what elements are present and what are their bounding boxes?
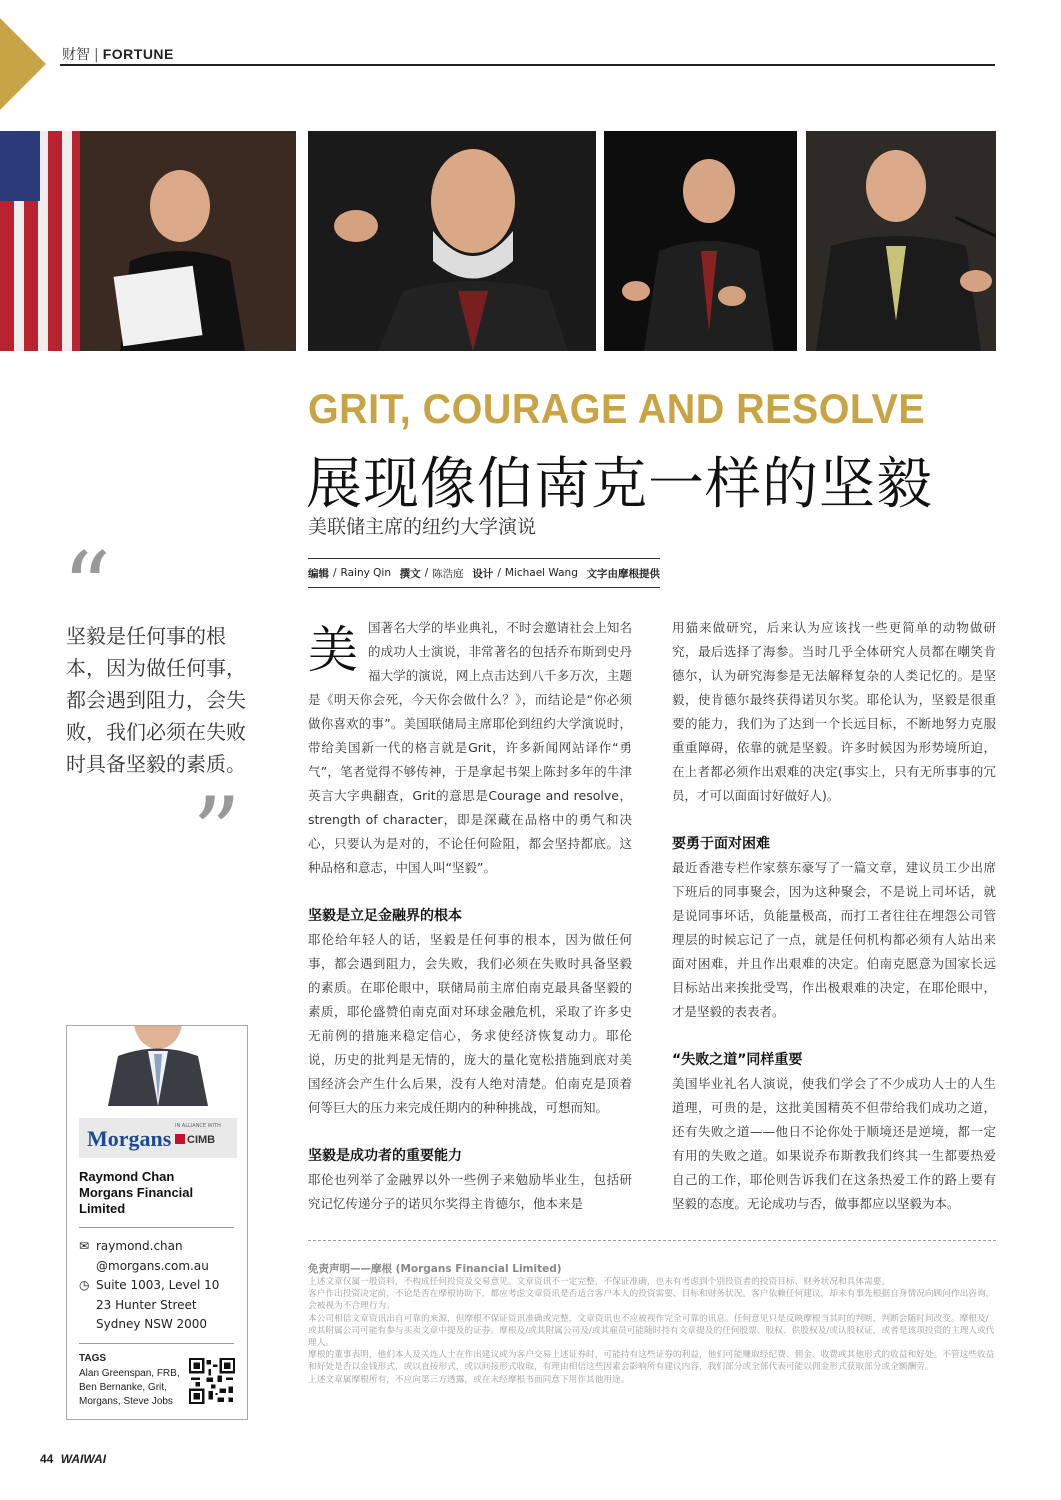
source-credit: 文字由摩根提供 — [586, 567, 660, 580]
morgans-logo — [79, 1118, 237, 1158]
pullquote-text: 坚毅是任何事的根本，因为做任何事，都会遇到阻力，会失败，我们必须在失败时具备坚毅的素质。 — [66, 624, 246, 776]
address-line-3: Sydney NSW 2000 — [96, 1317, 208, 1331]
disclaimer-title: 免责声明——摩根 (Morgans Financial Limited) — [308, 1263, 562, 1275]
tags-title: TAGS — [79, 1353, 107, 1364]
drop-cap: 美 — [308, 621, 358, 679]
author-contact — [79, 1237, 219, 1335]
writer-label: 撰文 — [399, 567, 421, 580]
section-marker — [0, 18, 46, 110]
close-quote-icon: ” — [192, 777, 242, 889]
section-label-en: FORTUNE — [102, 46, 174, 62]
author-box — [66, 1025, 248, 1420]
alliance-text: IN ALLIANCE WITH — [175, 1123, 221, 1129]
photo-4 — [806, 131, 996, 351]
paragraph-2: 耶伦也列举了金融界以外一些例子来勉励毕业生，包括研究记忆传递分子的诺贝尔奖得主肯德尔，他本来是 — [308, 1172, 632, 1211]
email-line-1[interactable]: raymond.chan — [96, 1239, 183, 1253]
design-name: Michael Wang — [504, 567, 578, 579]
article-column-1 — [308, 616, 632, 1216]
morgans-wordmark: Morgans — [87, 1126, 172, 1151]
author-name-line-1: Raymond Chan — [79, 1169, 175, 1184]
tags-divider — [79, 1343, 234, 1344]
disclaimer-line-1: 上述文章仅属一般资料，不构成任何投资及交易意见。文章资讯不一定完整，不保证准确，也未有考虑到个别投资者的投资目标、财务状况和具体需要。 — [308, 1277, 891, 1287]
subheading-2: 坚毅是成功者的重要能力 — [308, 1148, 462, 1164]
paragraph-3: 用猫来做研究，后来认为应该找一些更简单的动物做研究，最后选择了海参。当时几乎全体研究人员都在嘲笑肯德尔，认为研究海参是无法解释复杂的人类记忆的。是坚毅，使肯德尔最终获得诺贝尔奖。耶伦认为，坚毅是很重要的能力，我们为了达到一个长远目标，不断地努力克服重重障碍，依靠的就是坚毅。许多时候因为形势境所迫，在上者都必须作出艰难的决定(事实上，只有无所事事的冗员，才可以面面讨好做好人)。 — [672, 620, 996, 803]
headline-chinese: 展现像伯南克一样的坚毅 — [306, 452, 933, 517]
headline-english: GRIT, COURAGE AND RESOLVE — [308, 385, 926, 432]
paragraph-5: 美国毕业礼名人演说，使我们学会了不少成功人士的人生道理，可贵的是，这批美国精英不但带给我们成功之道，还有失败之道——他日不论你处于顺境还是逆境，都一定有用的失败之道。如果说乔布斯教我们终其一生都要热爱自己的工作，耶伦则告诉我们在这条热爱工作的路上要有坚毅的态度。无论成功与否，做事都应以坚毅为本。 — [672, 1076, 996, 1211]
address-line-1: Suite 1003, Level 10 — [96, 1278, 220, 1292]
paragraph-4: 最近香港专栏作家蔡东豪写了一篇文章，建议员工少出席下班后的同事聚会，因为这种聚会，不是说上司坏话，就是说同事坏话，负能量极高，而打工者往往在埋怨公司管理层的时候忘记了一点，就是任何机构都必须有人站出来面对困难，并且作出艰难的决定。伯南克愿意为国家长远目标站出来挨批受骂，作出极艰难的决定，在耶伦眼中，才是坚毅的表表者。 — [672, 860, 996, 1019]
section-label-cn: 财智 — [62, 47, 90, 63]
author-name — [79, 1169, 239, 1217]
section-separator: | — [94, 47, 99, 63]
author-name-line-2: Morgans Financial — [79, 1185, 194, 1200]
editor-name: Rainy Qin — [340, 567, 392, 579]
author-divider — [79, 1227, 234, 1228]
email-line-2[interactable]: @morgans.com.au — [96, 1258, 209, 1273]
tags-list: Alan Greenspan, FRB, Ben Bernanke, Grit, Morgans, Steve Jobs — [79, 1368, 180, 1407]
intro-text: 国著名大学的毕业典礼，不时会邀请社会上知名的成功人士演说，非常著名的包括乔布斯到史丹福大学的演说，网上点击达到八千多万次，主题是《明天你会死，今天你会做什么？》，而结论是“你必须做你喜欢的事”。美国联储局主席耶伦到纽约大学演说时，带给美国新一代的格言就是Grit，许多新闻网站译作“勇气”，笔者觉得不够传神，于是拿起书架上陈封多年的牛津英言大字典翻查，Grit的意思是Courage and resolve，strength of character，即是深藏在品格中的勇气和决心，只要认为是对的，不论任何险阻，都会坚持都底。这种品格和意志，中国人叫“坚毅”。 — [308, 620, 632, 875]
editor-label: 编辑 — [308, 567, 329, 580]
photo-1 — [0, 131, 296, 351]
subheadline: 美联储主席的纽约大学演说 — [308, 516, 537, 538]
disclaimer-line-5: 上述文章属摩根所有，不应向第三方透露，或在未经摩根书面同意下用作其他用途。 — [308, 1374, 630, 1385]
credits-bar: 编辑 / Rainy Qin 撰文 / 陈浩庭 设计 / Michael Wang 文字由摩根提供 — [308, 558, 660, 588]
design-label: 设计 — [472, 567, 494, 580]
disclaimer-divider — [308, 1240, 996, 1241]
page-number: 44 — [40, 1452, 54, 1466]
photo-3 — [604, 131, 797, 351]
disclaimer-line-2: 客户作出投资决定前，不论是否在摩根协助下，都应考虑文章资讯是否适合客户本人的投资需要、目标和财务状况。客户依赖任何建议，却未有事先根据自身情况向顾问作出咨询，会被视为不合理行为。 — [308, 1289, 995, 1312]
magazine-logo: WAIWAI — [60, 1452, 107, 1466]
subheading-1: 坚毅是立足金融界的根本 — [308, 908, 462, 924]
address-line-2: 23 Hunter Street — [96, 1297, 197, 1312]
address-icon: ◷ — [79, 1278, 90, 1292]
author-photo — [83, 1026, 233, 1106]
author-name-line-3: Limited — [79, 1201, 126, 1216]
cimb-mark-icon — [175, 1134, 185, 1144]
section-label — [62, 44, 174, 64]
article-column-2 — [672, 616, 996, 1216]
subheading-4: “失败之道”同样重要 — [672, 1052, 803, 1068]
paragraph-1: 耶伦给年轻人的话，坚毅是任何事的根本，因为做任何事，都会遇到阻力，会失败，我们必须在失败时具备坚毅的素质。在耶伦眼中，联储局前主席伯南克最具备坚毅的素质，耶伦盛赞伯南克面对环球金融危机，采取了许多史无前例的措施来稳定信心，务求使经济恢复动力。耶伦说，历史的批判是无情的，庞大的量化宽松措施到底对美国经济会产生什么后果，没有人绝对清楚。伯南克是顶着何等巨大的压力来完成任期内的种种挑战，可想而知。 — [308, 932, 632, 1115]
email-icon: ✉ — [79, 1239, 90, 1253]
writer-name: 陈浩庭 — [432, 567, 464, 580]
header-rule — [60, 64, 995, 66]
disclaimer — [308, 1262, 996, 1386]
intro-paragraph — [308, 616, 632, 880]
open-quote-icon: “ — [62, 532, 112, 644]
subheading-3: 要勇于面对困难 — [672, 836, 770, 852]
disclaimer-line-3: 本公司相信文章资讯出自可靠的来源，但摩根不保证资讯准确或完整，文章资讯也不应被视作完全可靠的讯息。任何意见只是反映摩根当其时的判断，判断会随时间改变。摩根及/或其附属公司可能有参与买卖文章中提及的证券。摩根及/或其附属公司及/或其雇员可能随时持有文章提及的任何股票、股权、供股权及/或认股权证，或者是该项投资的主理人或代理人。 — [308, 1313, 995, 1349]
photo-2 — [308, 131, 596, 351]
disclaimer-line-4: 摩根的董事表明，他们本人及关连人士在作出建议或为客户交易上述证券时，可能持有这些证券的利益，他们可能赚取经纪费、佣金、收费或其他形式的收益和好处。不管这些收益和好处是否以金钱形式，或以直接形式，或以间接形式收取，有理由相信这些因素会影响所有建议内容，我们部分或全部代表可能以佣金形式获取部分或全额酬劳。 — [308, 1350, 995, 1373]
cimb-logo: CIMB — [175, 1134, 215, 1146]
page-footer — [40, 1452, 106, 1466]
qr-code-icon[interactable] — [189, 1358, 235, 1404]
